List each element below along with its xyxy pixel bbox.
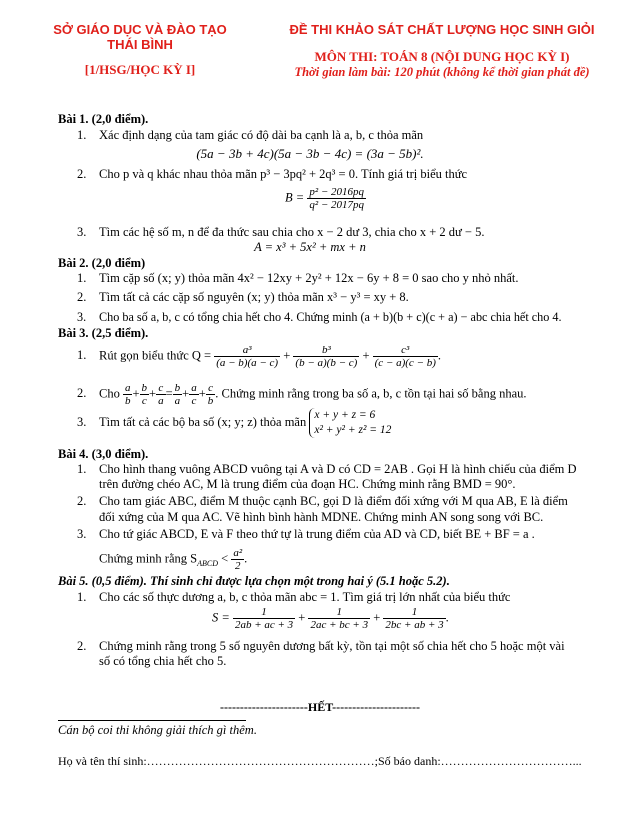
bai3-title: Bài 3. (2,5 điểm). [58, 326, 149, 340]
bai3-q3: 3. Tìm tất cả các bộ ba số (x; y; z) thỏa mãn x + y + z = 6 x² + y² + z² = 12 [77, 409, 392, 436]
bai1-q3-polynomial: A = x³ + 5x² + mx + n [254, 240, 366, 254]
bai4-q1-line1: 1. Cho hình thang vuông ABCD vuông tại A và D có CD = 2AB . Gọi H là hình chiếu của điểm D [77, 462, 577, 476]
department-name: SỞ GIÁO DỤC VÀ ĐÀO TẠO [53, 22, 227, 37]
bai4-q2-line1: 2. Cho tam giác ABC, điểm M thuộc cạnh BC, gọi D là điểm đối xứng với M qua AB, E là điểm [77, 494, 568, 508]
bai4-q2-line2: đối xứng của M qua AC. Vẽ hình bình hành MDNE. Chứng minh AN song song với BC. [99, 510, 544, 524]
bai2-q1: 1. Tìm cặp số (x; y) thỏa mãn 4x² − 12xy + 2y² + 12x − 6y + 8 = 0 sao cho y nhỏ nhất. [77, 271, 519, 285]
bai4-title: Bài 4. (3,0 điểm). [58, 447, 149, 461]
province-name: THÁI BÌNH [107, 37, 173, 52]
bai5-q2-line2: số có tổng chia hết cho 5. [99, 654, 227, 668]
bai1-title: Bài 1. (2,0 điểm). [58, 112, 149, 126]
exam-time: Thời gian làm bài: 120 phút (không kể thời gian phát đề) [294, 65, 590, 79]
bai1-q1-equation: (5a − 3b + 4c)(5a − 3b − 4c) = (3a − 5b)². [196, 146, 424, 161]
bai3-q2: 2. Cho $\frac{a}{b}$ + $\frac{b}{c}$ + $\frac{c}{a}$ = $\frac{b}{a}$ + $\frac{a}{c}$ + $\frac{c}{b}$ . Chứng minh rằng trong ba số a, b, c tồn tại hai số bằng nhau. [77, 382, 527, 407]
bai5-q2-line1: 2. Chứng minh rằng trong 5 số nguyên dương bất kỳ, tồn tại một số chia hết cho 5 hoặc một vài [77, 639, 565, 653]
exam-subject: MÔN THI: TOÁN 8 (NỘI DUNG HỌC KỲ I) [314, 49, 570, 64]
bai5-q1: 1. Cho các số thực dương a, b, c thỏa mãn abc = 1. Tìm giá trị lớn nhất của biểu thức [77, 590, 511, 604]
proctor-note: Cán bộ coi thi không giải thích gì thêm. [58, 723, 257, 737]
bai5-q1-formula: S = $\frac{1}{2ab + ac + 3}$ + $\frac{1}{2ac + bc + 3}$ + $\frac{1}{2bc + ab + 3}$ . [212, 606, 449, 631]
bai1-q3: 3. Tìm các hệ số m, n để đa thức sau chia cho x − 2 dư 3, chia cho x + 2 dư − 5. [77, 225, 485, 239]
bai4-q3-line1: 3. Cho tứ giác ABCD, E và F theo thứ tự là trung điểm của AD và CD, biết BE + BF = a . [77, 527, 535, 541]
bai4-q1-line2: trên đường chéo AC, M là trung điểm của đoạn HC. Chứng minh rằng BMD = 90°. [99, 477, 516, 491]
bai3-q1: 1. Rút gọn biểu thức Q = $\frac{\text{a³}}{(a - b)(a - c)}$ + $\frac{\text{b³}}{(b - a)(b - c)}$ + $\frac{\text{c³}}{(c - a)(c - b)}$ . [77, 344, 442, 369]
bai4-q3-line2: Chứng minh rằng $S_{ABCD}$ < $\frac{\text{a²}}{2}$ . [99, 547, 248, 572]
candidate-info-line: Họ và tên thí sinh:…………………………………………………;Số báo danh:……………………………... [58, 754, 582, 768]
end-marker: ----------------------HẾT---------------------- [219, 700, 421, 714]
bai1-q2: 2. Cho p và q khác nhau thỏa mãn p³ − 3pq² + 2q³ = 0. Tính giá trị biểu thức [77, 167, 468, 181]
bai5-title: Bài 5. (0,5 điểm). Thí sinh chỉ được lựa chọn một trong hai ý (5.1 hoặc 5.2). [58, 574, 450, 588]
exam-title: ĐỀ THI KHẢO SÁT CHẤT LƯỢNG HỌC SINH GIỎI [289, 22, 595, 37]
bai1-q1: 1. Xác định dạng của tam giác có độ dài ba cạnh là a, b, c thỏa mãn [77, 128, 424, 142]
bai2-q2: 2. Tìm tất cả các cặp số nguyên (x; y) thỏa mãn x³ − y³ = xy + 8. [77, 290, 409, 304]
bai1-q2-formula: B = $\frac{\text{p² − 2016pq}}{\text{q² − 2017pq}}$ [285, 186, 365, 211]
bai2-q3: 3. Cho ba số a, b, c có tổng chia hết cho 4. Chứng minh (a + b)(b + c)(c + a) − abc chia hết cho 4. [77, 310, 562, 324]
bai2-title: Bài 2. (2,0 điểm) [58, 256, 146, 270]
footer-divider [58, 720, 246, 721]
exam-code: [1/HSG/HỌC KỲ I] [84, 62, 196, 77]
